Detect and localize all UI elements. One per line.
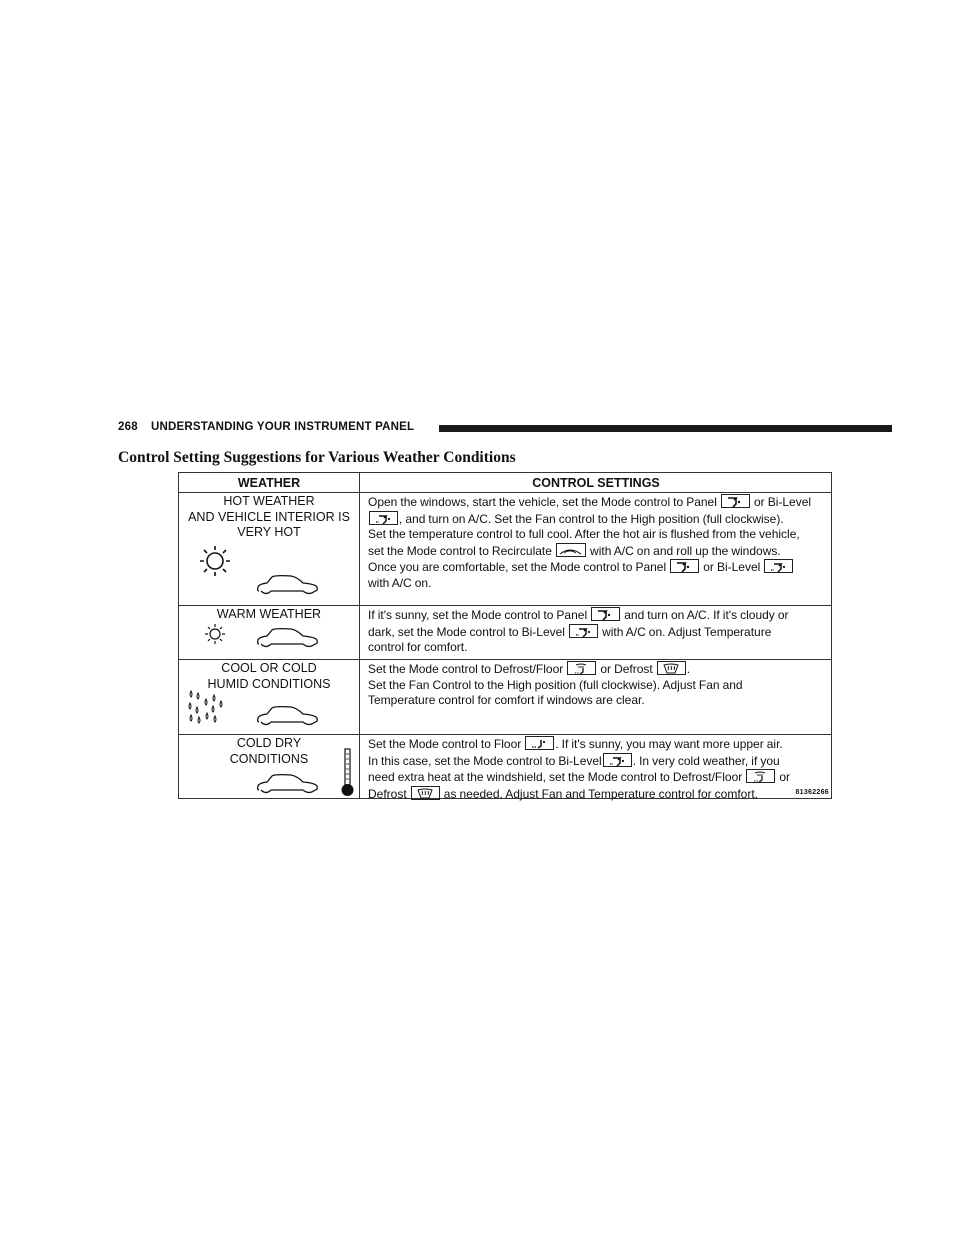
thermometer-icon bbox=[339, 748, 355, 798]
instruction-text: . In very cold weather, if you bbox=[632, 753, 780, 768]
figure-id: 81362266 bbox=[795, 789, 829, 796]
instruction-text: . bbox=[686, 662, 691, 676]
instruction-text: , and turn on A/C. Set the Fan control to the High position (full clockwise). bbox=[399, 511, 784, 526]
page-title: Control Setting Suggestions for Various Weather Conditions bbox=[118, 449, 516, 466]
sun-small-icon bbox=[201, 622, 231, 648]
instruction-text: or Bi-Level bbox=[703, 560, 761, 574]
row-divider bbox=[179, 605, 831, 606]
defrost-mode-icon bbox=[657, 661, 686, 675]
instruction-text: and turn on A/C. If it's cloudy or bbox=[624, 608, 789, 622]
instruction-text: as needed. Adjust Fan and Temperature control for comfort. bbox=[443, 786, 759, 801]
instruction-text: control for comfort. bbox=[368, 640, 468, 654]
weather-label-line: AND VEHICLE INTERIOR IS bbox=[188, 509, 350, 524]
instruction-text: or bbox=[779, 770, 791, 784]
instruction-text: Temperature control for comfort if windows are clear. bbox=[368, 693, 645, 707]
instruction-text: If it's sunny, set the Mode control to Panel bbox=[368, 608, 588, 622]
weather-cell-cold-dry bbox=[179, 736, 359, 767]
instruction-text: In this case, set the Mode control to Bi-Level bbox=[368, 753, 602, 768]
bilevel-mode-icon bbox=[603, 753, 632, 767]
recirculate-icon bbox=[556, 543, 586, 557]
instruction-text: with A/C on and roll up the windows. bbox=[590, 543, 781, 558]
instruction-text: . If it's sunny, you may want more upper air. bbox=[555, 737, 783, 751]
weather-label-line: COOL OR COLD bbox=[221, 661, 317, 675]
instruction-text: with A/C on. bbox=[368, 575, 432, 590]
weather-label-line: CONDITIONS bbox=[229, 751, 309, 766]
weather-label-line: HOT WEATHER bbox=[223, 494, 315, 508]
car-icon bbox=[257, 774, 321, 798]
column-divider bbox=[359, 473, 360, 798]
defrost-mode-icon bbox=[411, 786, 440, 800]
bilevel-mode-icon bbox=[369, 511, 398, 525]
page-number: 268 bbox=[118, 421, 138, 433]
bilevel-mode-icon bbox=[764, 559, 793, 573]
instruction-text: Set the Fan Control to the High position (full clockwise). Adjust Fan and bbox=[368, 677, 743, 692]
weather-label-line: HUMID CONDITIONS bbox=[207, 676, 331, 691]
defrost-floor-mode-icon bbox=[746, 769, 775, 783]
instruction-text: Set the Mode control to Floor bbox=[368, 737, 522, 751]
raindrops-icon bbox=[188, 689, 228, 729]
row-divider bbox=[179, 492, 831, 493]
header-rule bbox=[439, 425, 892, 432]
weather-label-line: VERY HOT bbox=[237, 525, 301, 539]
panel-mode-icon bbox=[591, 607, 620, 621]
car-icon bbox=[257, 628, 321, 652]
control-cell-hot bbox=[368, 494, 830, 591]
panel-mode-icon bbox=[670, 559, 699, 573]
defrost-floor-mode-icon bbox=[567, 661, 596, 675]
weather-cell-humid bbox=[179, 661, 359, 692]
car-icon bbox=[257, 575, 321, 599]
page-header bbox=[118, 420, 892, 436]
bilevel-mode-icon bbox=[569, 624, 598, 638]
weather-control-table bbox=[178, 472, 832, 799]
section-title: UNDERSTANDING YOUR INSTRUMENT PANEL bbox=[151, 421, 415, 433]
instruction-text: Defrost bbox=[368, 786, 407, 801]
control-cell-warm bbox=[368, 607, 830, 656]
weather-cell-hot bbox=[179, 494, 359, 541]
car-icon bbox=[257, 706, 321, 730]
panel-mode-icon bbox=[721, 494, 750, 508]
weather-column-header: WEATHER bbox=[237, 476, 301, 490]
weather-label-line: COLD DRY bbox=[236, 736, 302, 750]
weather-label-line: WARM WEATHER bbox=[216, 607, 322, 621]
row-divider bbox=[179, 659, 831, 660]
instruction-text: set the Mode control to Recirculate bbox=[368, 543, 552, 558]
instruction-text: need extra heat at the windshield, set the Mode control to Defrost/Floor bbox=[368, 770, 743, 784]
instruction-text: dark, set the Mode control to Bi-Level bbox=[368, 624, 565, 639]
control-cell-humid bbox=[368, 661, 830, 709]
instruction-text: or Defrost bbox=[600, 662, 653, 676]
instruction-text: or Bi-Level bbox=[754, 495, 812, 509]
control-settings-column-header: CONTROL SETTINGS bbox=[532, 476, 660, 490]
row-divider bbox=[179, 734, 831, 735]
floor-mode-icon bbox=[525, 736, 554, 750]
instruction-text: Set the temperature control to full cool. After the hot air is flushed from the vehicle, bbox=[368, 527, 800, 541]
instruction-text: with A/C on. Adjust Temperature bbox=[602, 624, 772, 639]
instruction-text: Once you are comfortable, set the Mode control to Panel bbox=[368, 560, 667, 574]
control-cell-cold-dry bbox=[368, 736, 830, 802]
sun-large-icon bbox=[195, 543, 237, 583]
weather-cell-warm bbox=[179, 607, 359, 623]
instruction-text: Open the windows, start the vehicle, set the Mode control to Panel bbox=[368, 495, 717, 509]
instruction-text: Set the Mode control to Defrost/Floor bbox=[368, 662, 564, 676]
